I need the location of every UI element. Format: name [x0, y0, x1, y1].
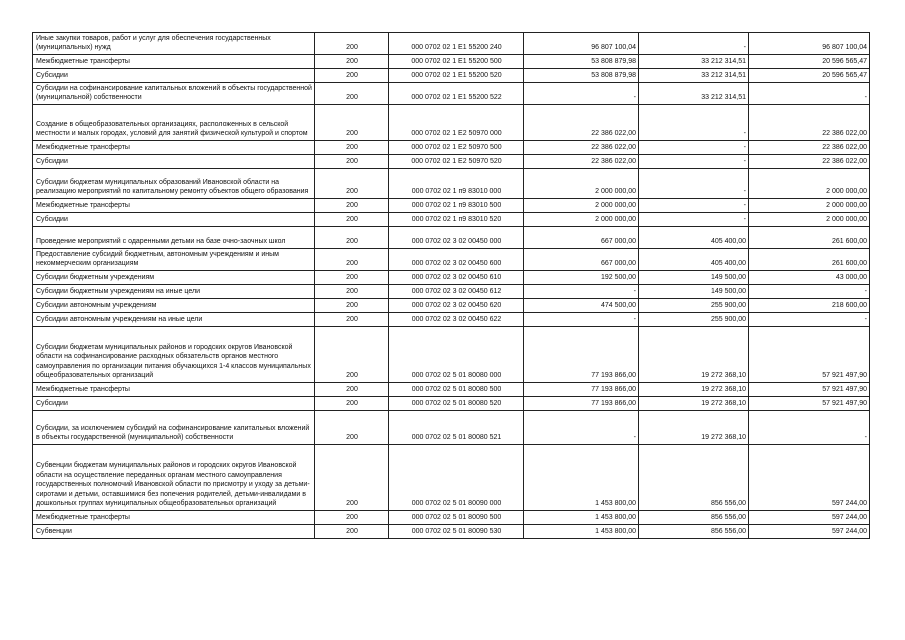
cell-classification-code: 000 0702 02 3 02 00450 612	[389, 285, 524, 299]
cell-planned-amount: 667 000,00	[524, 249, 639, 271]
cell-remaining-amount: 597 244,00	[749, 525, 870, 539]
cell-classification-code: 000 0702 02 3 02 00450 000	[389, 227, 524, 249]
cell-remaining-amount: -	[749, 411, 870, 445]
cell-executed-amount: 19 272 368,10	[639, 397, 749, 411]
cell-remaining-amount: 20 596 565,47	[749, 69, 870, 83]
cell-planned-amount: 2 000 000,00	[524, 213, 639, 227]
cell-executed-amount: 149 500,00	[639, 271, 749, 285]
cell-executed-amount: 255 900,00	[639, 313, 749, 327]
cell-name: Субсидии	[33, 213, 315, 227]
cell-classification-code: 000 0702 02 1 E2 50970 500	[389, 141, 524, 155]
cell-remaining-amount: 96 807 100,04	[749, 33, 870, 55]
cell-planned-amount: 77 193 866,00	[524, 327, 639, 383]
cell-planned-amount: 1 453 800,00	[524, 445, 639, 511]
cell-classification-code: 000 0702 02 5 01 80080 000	[389, 327, 524, 383]
cell-remaining-amount: -	[749, 313, 870, 327]
cell-name: Иные закупки товаров, работ и услуг для обеспечения государственных (муниципальных) нужд	[33, 33, 315, 55]
table-row	[33, 249, 870, 271]
table-row	[33, 327, 870, 383]
cell-planned-amount: 1 453 800,00	[524, 511, 639, 525]
cell-executed-amount: -	[639, 33, 749, 55]
table-row	[33, 445, 870, 511]
cell-executed-amount: -	[639, 141, 749, 155]
cell-grbs-code: 200	[315, 327, 389, 383]
cell-name: Межбюджетные трансферты	[33, 55, 315, 69]
table-row	[33, 199, 870, 213]
cell-name: Проведение мероприятий с одаренными детьми на базе очно-заочных школ	[33, 227, 315, 249]
table-row	[33, 397, 870, 411]
cell-planned-amount: -	[524, 83, 639, 105]
cell-classification-code: 000 0702 02 1 п9 83010 520	[389, 213, 524, 227]
cell-grbs-code: 200	[315, 155, 389, 169]
cell-planned-amount: -	[524, 313, 639, 327]
cell-executed-amount: 856 556,00	[639, 445, 749, 511]
cell-classification-code: 000 0702 02 5 01 80080 500	[389, 383, 524, 397]
cell-remaining-amount: 597 244,00	[749, 511, 870, 525]
cell-classification-code: 000 0702 02 5 01 80080 521	[389, 411, 524, 445]
cell-remaining-amount: -	[749, 285, 870, 299]
cell-remaining-amount: 22 386 022,00	[749, 155, 870, 169]
cell-grbs-code: 200	[315, 511, 389, 525]
table-row	[33, 141, 870, 155]
cell-planned-amount: 53 808 879,98	[524, 55, 639, 69]
cell-executed-amount: 33 212 314,51	[639, 69, 749, 83]
cell-remaining-amount: 597 244,00	[749, 445, 870, 511]
cell-planned-amount: 77 193 866,00	[524, 383, 639, 397]
cell-remaining-amount: 57 921 497,90	[749, 397, 870, 411]
cell-remaining-amount: 218 600,00	[749, 299, 870, 313]
cell-executed-amount: 405 400,00	[639, 249, 749, 271]
cell-name: Субсидии бюджетам муниципальных образований Ивановской области на реализацию мероприятий по капитальному ремонту объектов общего образования	[33, 169, 315, 199]
cell-name: Межбюджетные трансферты	[33, 141, 315, 155]
cell-executed-amount: 33 212 314,51	[639, 83, 749, 105]
table-row	[33, 299, 870, 313]
cell-classification-code: 000 0702 02 5 01 80090 500	[389, 511, 524, 525]
cell-remaining-amount: 22 386 022,00	[749, 105, 870, 141]
table-row	[33, 271, 870, 285]
cell-grbs-code: 200	[315, 105, 389, 141]
table-row	[33, 105, 870, 141]
table-row	[33, 285, 870, 299]
cell-name: Субсидии автономным учреждениям	[33, 299, 315, 313]
table-row	[33, 169, 870, 199]
cell-grbs-code: 200	[315, 285, 389, 299]
cell-remaining-amount: 2 000 000,00	[749, 169, 870, 199]
cell-executed-amount: 33 212 314,51	[639, 55, 749, 69]
cell-planned-amount: 474 500,00	[524, 299, 639, 313]
cell-planned-amount: 96 807 100,04	[524, 33, 639, 55]
cell-planned-amount: 1 453 800,00	[524, 525, 639, 539]
cell-executed-amount: 405 400,00	[639, 227, 749, 249]
cell-classification-code: 000 0702 02 3 02 00450 620	[389, 299, 524, 313]
cell-planned-amount: 192 500,00	[524, 271, 639, 285]
cell-grbs-code: 200	[315, 383, 389, 397]
cell-classification-code: 000 0702 02 1 п9 83010 000	[389, 169, 524, 199]
cell-remaining-amount: -	[749, 83, 870, 105]
cell-name: Межбюджетные трансферты	[33, 511, 315, 525]
cell-grbs-code: 200	[315, 213, 389, 227]
cell-remaining-amount: 57 921 497,90	[749, 327, 870, 383]
cell-grbs-code: 200	[315, 271, 389, 285]
cell-classification-code: 000 0702 02 5 01 80090 530	[389, 525, 524, 539]
table-row	[33, 313, 870, 327]
cell-classification-code: 000 0702 02 3 02 00450 600	[389, 249, 524, 271]
cell-planned-amount: 77 193 866,00	[524, 397, 639, 411]
cell-grbs-code: 200	[315, 445, 389, 511]
cell-grbs-code: 200	[315, 397, 389, 411]
cell-executed-amount: -	[639, 169, 749, 199]
cell-executed-amount: -	[639, 105, 749, 141]
budget-execution-table	[32, 32, 870, 539]
cell-executed-amount: 149 500,00	[639, 285, 749, 299]
cell-executed-amount: -	[639, 155, 749, 169]
cell-grbs-code: 200	[315, 141, 389, 155]
cell-classification-code: 000 0702 02 1 E1 55200 520	[389, 69, 524, 83]
cell-planned-amount: 2 000 000,00	[524, 199, 639, 213]
cell-classification-code: 000 0702 02 1 E1 55200 240	[389, 33, 524, 55]
cell-executed-amount: 856 556,00	[639, 511, 749, 525]
cell-name: Субсидии	[33, 155, 315, 169]
cell-planned-amount: 22 386 022,00	[524, 141, 639, 155]
table-row	[33, 33, 870, 55]
cell-remaining-amount: 57 921 497,90	[749, 383, 870, 397]
cell-executed-amount: 19 272 368,10	[639, 411, 749, 445]
cell-grbs-code: 200	[315, 83, 389, 105]
table-row	[33, 525, 870, 539]
cell-remaining-amount: 22 386 022,00	[749, 141, 870, 155]
cell-name: Предоставление субсидий бюджетным, автономным учреждениям и иным некоммерческим организациям	[33, 249, 315, 271]
cell-executed-amount: 856 556,00	[639, 525, 749, 539]
cell-name: Создание в общеобразовательных организациях, расположенных в сельской местности и малых городах, условий для занятий физической культурой и спортом	[33, 105, 315, 141]
cell-planned-amount: 22 386 022,00	[524, 155, 639, 169]
cell-name: Субсидии на софинансирование капитальных вложений в объекты государственной (муниципальной) собственности	[33, 83, 315, 105]
cell-name: Субсидии	[33, 397, 315, 411]
cell-name: Межбюджетные трансферты	[33, 383, 315, 397]
table-row	[33, 511, 870, 525]
cell-planned-amount: 667 000,00	[524, 227, 639, 249]
cell-name: Субсидии бюджетным учреждениям	[33, 271, 315, 285]
cell-executed-amount: -	[639, 213, 749, 227]
cell-classification-code: 000 0702 02 3 02 00450 622	[389, 313, 524, 327]
cell-executed-amount: 255 900,00	[639, 299, 749, 313]
cell-grbs-code: 200	[315, 169, 389, 199]
cell-name: Субсидии	[33, 69, 315, 83]
cell-remaining-amount: 2 000 000,00	[749, 213, 870, 227]
cell-planned-amount: 2 000 000,00	[524, 169, 639, 199]
cell-grbs-code: 200	[315, 299, 389, 313]
cell-classification-code: 000 0702 02 1 E2 50970 000	[389, 105, 524, 141]
cell-remaining-amount: 261 600,00	[749, 249, 870, 271]
table-row	[33, 55, 870, 69]
cell-grbs-code: 200	[315, 227, 389, 249]
cell-remaining-amount: 43 000,00	[749, 271, 870, 285]
cell-classification-code: 000 0702 02 5 01 80080 520	[389, 397, 524, 411]
cell-grbs-code: 200	[315, 55, 389, 69]
cell-name: Субсидии бюджетам муниципальных районов и городских округов Ивановской области на софинансирование расходных обязательств органов местного самоуправления по организации питания обучающихся 1-4 классов муниципальных общеобразовательных организаций	[33, 327, 315, 383]
cell-name: Субвенции бюджетам муниципальных районов и городских округов Ивановской области на осуществление переданных органам местного самоуправления государственных полномочий Ивановской области по присмотру и уходу за детьми-сиротами и детьми, оставшимися без попечения родителей, детьми-инвалидами в дошкольных группах муниципальных общеобразовательных организаций	[33, 445, 315, 511]
cell-classification-code: 000 0702 02 1 E2 50970 520	[389, 155, 524, 169]
cell-classification-code: 000 0702 02 1 E1 55200 522	[389, 83, 524, 105]
cell-grbs-code: 200	[315, 249, 389, 271]
cell-grbs-code: 200	[315, 199, 389, 213]
cell-name: Субсидии, за исключением субсидий на софинансирование капитальных вложений в объекты государственной (муниципальной) собственности	[33, 411, 315, 445]
cell-grbs-code: 200	[315, 313, 389, 327]
cell-planned-amount: -	[524, 411, 639, 445]
cell-remaining-amount: 261 600,00	[749, 227, 870, 249]
cell-classification-code: 000 0702 02 1 E1 55200 500	[389, 55, 524, 69]
cell-grbs-code: 200	[315, 69, 389, 83]
cell-executed-amount: 19 272 368,10	[639, 327, 749, 383]
cell-classification-code: 000 0702 02 3 02 00450 610	[389, 271, 524, 285]
table-row	[33, 155, 870, 169]
table-row	[33, 227, 870, 249]
table-row	[33, 213, 870, 227]
table-row	[33, 411, 870, 445]
cell-remaining-amount: 2 000 000,00	[749, 199, 870, 213]
cell-executed-amount: 19 272 368,10	[639, 383, 749, 397]
cell-classification-code: 000 0702 02 5 01 80090 000	[389, 445, 524, 511]
table-body	[33, 33, 870, 539]
cell-planned-amount: 53 808 879,98	[524, 69, 639, 83]
table-row	[33, 83, 870, 105]
cell-classification-code: 000 0702 02 1 п9 83010 500	[389, 199, 524, 213]
table-row	[33, 69, 870, 83]
cell-name: Субсидии бюджетным учреждениям на иные цели	[33, 285, 315, 299]
cell-name: Межбюджетные трансферты	[33, 199, 315, 213]
cell-remaining-amount: 20 596 565,47	[749, 55, 870, 69]
cell-name: Субвенции	[33, 525, 315, 539]
cell-executed-amount: -	[639, 199, 749, 213]
cell-grbs-code: 200	[315, 33, 389, 55]
cell-name: Субсидии автономным учреждениям на иные цели	[33, 313, 315, 327]
cell-planned-amount: 22 386 022,00	[524, 105, 639, 141]
cell-grbs-code: 200	[315, 525, 389, 539]
cell-planned-amount: -	[524, 285, 639, 299]
cell-grbs-code: 200	[315, 411, 389, 445]
table-row	[33, 383, 870, 397]
